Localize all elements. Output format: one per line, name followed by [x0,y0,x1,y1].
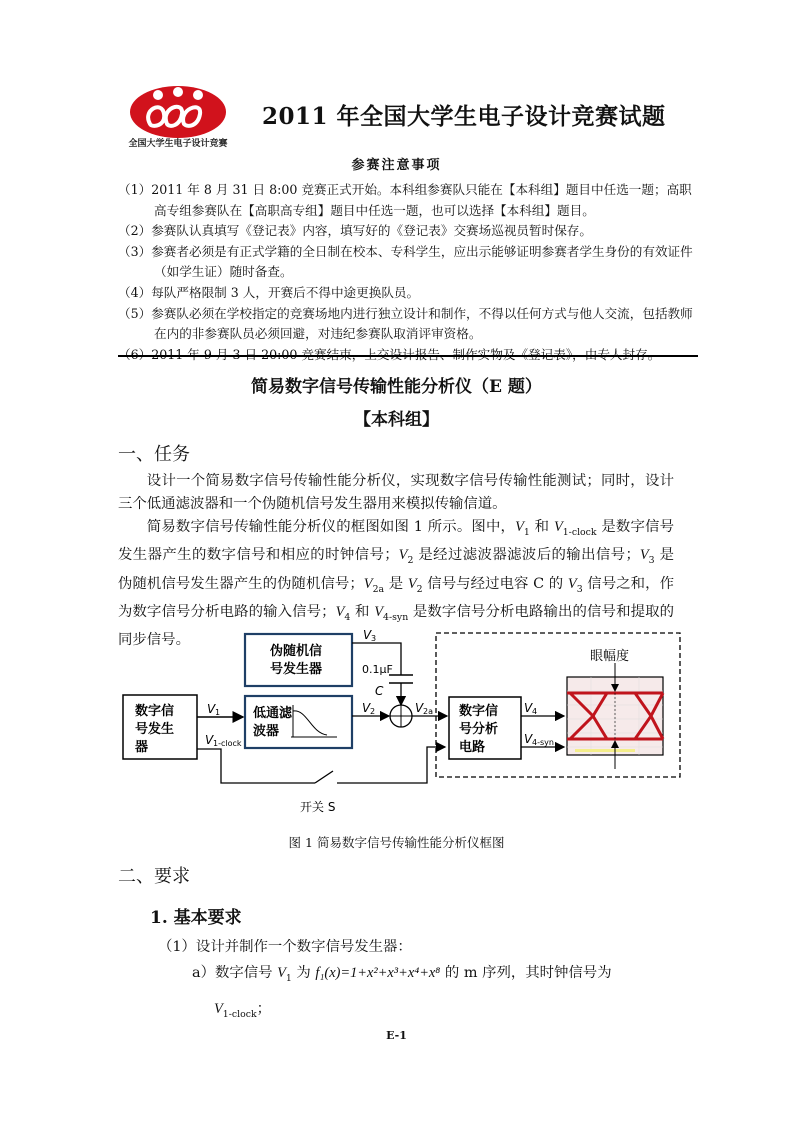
svg-text:V: V [524,701,533,715]
notice-item: （1）2011 年 8 月 31 日 8:00 竞赛正式开始。本科组参赛队只能在【本科组】题目中任选一题；高职高专组参赛队在【高职高专组】题目中任选一题，也可以选择【本科组】题目。 [118,182,692,218]
svg-text:2: 2 [370,707,376,716]
svg-text:开关 S: 开关 S [300,800,336,814]
subsection-basic-requirements: 1. 基本要求 [150,908,242,928]
svg-text:号分析: 号分析 [459,722,499,737]
problem-group: 【本科组】 [354,410,439,430]
polynomial-formula: f₁(x)=1+x²+x³+x⁴+x⁸ [315,965,441,981]
divider [118,355,698,357]
svg-text:4-syn: 4-syn [532,738,554,747]
svg-text:全国大学生电子设计竞赛: 全国大学生电子设计竞赛 [128,139,228,149]
svg-text:1: 1 [215,708,221,717]
requirement-1a: a）数字信号 $V_1$ 为 f₁(x)=1+x²+x³+x⁴+x⁸ 的 m 序列，其时钟信号为 [192,965,612,984]
svg-text:1-clock: 1-clock [213,739,242,748]
svg-text:号发生器: 号发生器 [270,662,323,677]
svg-text:V: V [205,733,214,747]
page-number: E-1 [386,1029,407,1042]
notice-list [118,180,698,365]
svg-text:伪随机信: 伪随机信 [270,644,323,659]
svg-text:器: 器 [135,740,149,755]
svg-text:V: V [363,628,372,642]
svg-text:号发生: 号发生 [135,722,175,737]
contest-logo [112,80,244,152]
problem-title: 简易数字信号传输性能分析仪（E 题） [251,377,542,397]
svg-text:3: 3 [371,634,377,643]
svg-text:0.1μF: 0.1μF [362,663,393,676]
notice-item: （3）参赛者必须是有正式学籍的全日制在校本、专科学生，应出示能够证明参赛者学生身份的有效证件（如学生证）随时备查。 [118,243,693,280]
svg-text:数字信: 数字信 [135,704,175,719]
svg-text:C: C [375,684,384,698]
notice-item: （5）参赛队必须在学校指定的竞赛场地内进行独立设计和制作，不得以任何方式与他人交流，包括教师在内的非参赛队员必须回避，对违纪参赛队取消评审资格。 [118,305,693,342]
notice-item: （4）每队严格限制 3 人，开赛后不得中途更换队员。 [118,284,420,300]
svg-text:眼幅度: 眼幅度 [590,649,630,664]
section-heading-requirements: 二、要求 [118,866,190,887]
svg-text:V: V [207,702,216,716]
requirement-1a-continued: $V_{1-clock}$； [214,1001,272,1020]
svg-text:低通滤: 低通滤 [253,706,293,721]
svg-text:电路: 电路 [459,740,486,755]
requirement-1: （1）设计并制作一个数字信号发生器： [158,939,412,955]
section-heading-task: 一、任务 [118,444,190,465]
notice-heading: 参赛注意事项 [351,158,442,173]
svg-text:4: 4 [532,707,538,716]
svg-text:波器: 波器 [253,724,280,739]
figure-1-block-diagram [115,625,685,825]
svg-text:V: V [362,701,371,715]
document-title: 2011 年全国大学生电子设计竞赛试题 [262,103,666,130]
task-para-1: 设计一个简易数字信号传输性能分析仪，实现数字信号传输性能测试；同时，设计三个低通滤波器和一个伪随机信号发生器用来模拟传输信道。 [118,473,674,513]
task-para-2: 简易数字信号传输性能分析仪的框图如图 1 所示。图中，$V_1$ 和 $V_{1-clock}$ 是数字信号发生器产生的数字信号和相应的时钟信号；$V_2$ 是经过滤波器滤波后的输出信号；$V_3$ 是伪随机信号发生器产生的伪随机信号；$V_{2a}$ 是 $V_2$ 信号与经过电容 C 的 $V_3$ 信号之和，作为数字信号分析电路的输入信号；$V_4$ 和 $V_{4-syn}$ 是数字信号分析电路输出的信号和提取的同步信号。 [118,519,675,648]
notice-item: （2）参赛队认真填写《登记表》内容，填写好的《登记表》交赛场巡视员暂时保存。 [118,223,592,239]
svg-text:2a: 2a [423,707,433,716]
svg-text:V: V [524,732,533,746]
svg-text:数字信: 数字信 [459,704,499,719]
figure-caption: 图 1 简易数字信号传输性能分析仪框图 [288,835,505,850]
svg-text:V: V [415,701,424,715]
